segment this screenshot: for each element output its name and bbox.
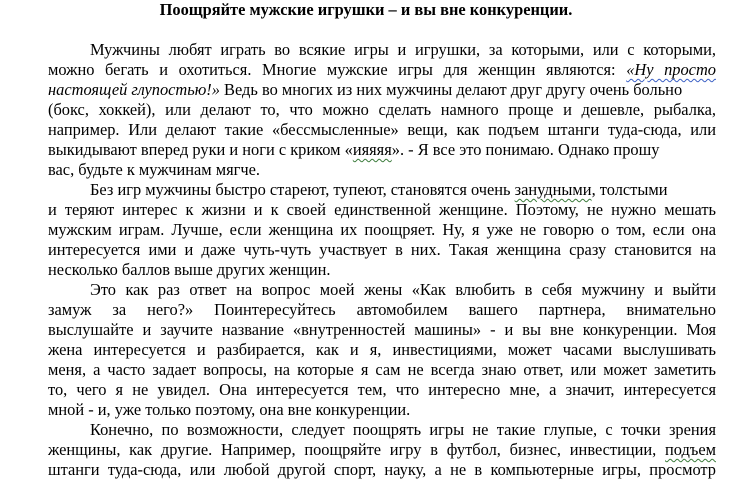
paragraph-1-line-3-text: Ведь во многих из них мужчины делают друг другу очень больно xyxy=(219,80,683,99)
paragraph-4-line-1: Конечно, по возможности, следует поощрять игры не такие глупые, с точки зрения xyxy=(90,420,716,439)
paragraph-3-line-5: меня, а часто задает вопросы, на которые я сам не всегда знаю ответ, или может заметить xyxy=(48,360,716,379)
paragraph-1-line-2 xyxy=(48,60,716,80)
paragraph-4-line-2 xyxy=(48,440,716,460)
paragraph-1-line-6-rest: ». - Я все это понимаю. Однако прошу xyxy=(391,140,660,159)
paragraph-1-line-6-text: выкидывают вперед руки и ноги с криком « xyxy=(48,140,353,159)
paragraph-1-line-2-text: можно бегать и охотиться. Многие мужские игры для женщин являются: xyxy=(48,60,627,79)
paragraph-3-line-1: Это как раз ответ на вопрос моей жены «Как влюбить в себя мужчину и выйти xyxy=(90,280,716,299)
paragraph-1-line-7: вас, будьте к мужчинам мягче. xyxy=(48,160,260,179)
paragraph-2-line-4: интересуется ими и даже чуть-чуть участвует в них. Такая женщина сразу становится на xyxy=(48,240,716,259)
quote-end: настоящей глупостью!» xyxy=(48,80,220,99)
paragraph-2-line-1 xyxy=(90,180,716,200)
paragraph-2-line-2: и теряют интерес к жизни и к своей единственной женщине. Поэтому, не нужно мешать xyxy=(48,200,716,219)
underlined-word: подъем xyxy=(665,440,716,459)
paragraph-1-line-5: например. Или делают такие «бессмысленные» вещи, как подъем штанги туда-сюда, или xyxy=(48,120,716,139)
paragraph-1-line-3 xyxy=(48,80,716,100)
paragraph-3-line-3: выслушайте и заучите название «внутренностей машины» - и вы вне конкуренции. Моя xyxy=(48,320,716,339)
paragraph-1-line-1: Мужчины любят играть во всякие игры и игрушки, за которыми, или с которыми, xyxy=(90,40,716,59)
paragraph-2-line-1-rest: , толстыми xyxy=(591,180,668,199)
paragraph-2-line-5: несколько баллов выше других женщин. xyxy=(48,260,331,279)
quote-start: «Ну просто xyxy=(626,60,716,79)
paragraph-3-line-4: жена интересуется и разбирается, как и я, инвестициями, может часами выслушивать xyxy=(48,340,716,359)
paragraph-3-line-7: мной - и, уже только поэтому, она вне конкуренции. xyxy=(48,400,411,419)
paragraph-3-line-6: то, чего я не увидел. Она интересуется тем, что интересно мне, а значит, интересуется xyxy=(48,380,716,399)
underlined-word: занудными xyxy=(514,180,592,199)
paragraph-3-line-2: замуж за него?» Поинтересуйтесь автомобилем вашего партнера, внимательно xyxy=(48,300,716,319)
paragraph-4-line-2-text: женщины, как другие. Например, поощряйте игру в футбол, бизнес, инвестиции, xyxy=(48,440,666,459)
misspelled-word: ияяяя xyxy=(352,140,392,159)
document-title: Поощряйте мужские игрушки – и вы вне конкуренции. xyxy=(159,0,573,19)
paragraph-1-line-6 xyxy=(48,140,716,160)
paragraph-2-line-1-text: Без игр мужчины быстро стареют, тупеют, становятся очень xyxy=(90,180,515,199)
paragraph-1-line-4: (бокс, хоккей), или делают то, что можно сделать намного проще и дешевле, рыбалка, xyxy=(48,100,716,119)
paragraph-4-line-3: штанги туда-сюда, или любой другой спорт, науку, а не в компьютерные игры, просмотр xyxy=(48,460,716,479)
paragraph-2-line-3: мужским играм. Лучше, если женщина их поощряет. Ну, я уже не говорю о том, если она xyxy=(48,220,716,239)
